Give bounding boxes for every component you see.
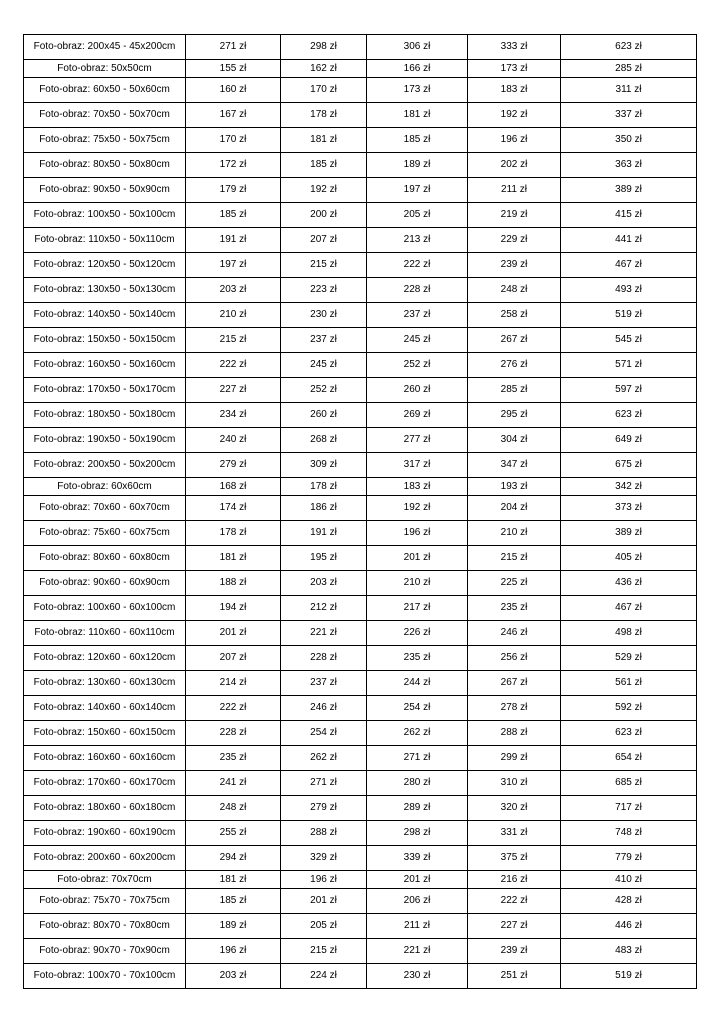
- price-cell-5: 748 zł: [561, 821, 697, 846]
- price-cell-2: 195 zł: [281, 546, 367, 571]
- price-cell-4: 278 zł: [468, 696, 561, 721]
- price-cell-2: 203 zł: [281, 571, 367, 596]
- product-name-cell: Foto-obraz: 75x50 - 50x75cm: [24, 128, 186, 153]
- price-cell-4: 210 zł: [468, 521, 561, 546]
- price-cell-4: 248 zł: [468, 278, 561, 303]
- price-cell-5: 519 zł: [561, 964, 697, 989]
- product-name-cell: Foto-obraz: 140x50 - 50x140cm: [24, 303, 186, 328]
- table-row: [24, 403, 697, 428]
- price-cell-1: 248 zł: [186, 796, 281, 821]
- price-cell-3: 189 zł: [367, 153, 468, 178]
- price-cell-3: 185 zł: [367, 128, 468, 153]
- price-cell-5: 373 zł: [561, 496, 697, 521]
- table-row: [24, 328, 697, 353]
- price-cell-4: 219 zł: [468, 203, 561, 228]
- price-cell-5: 675 zł: [561, 453, 697, 478]
- price-table-body: [24, 35, 697, 989]
- price-cell-3: 237 zł: [367, 303, 468, 328]
- price-cell-2: 162 zł: [281, 60, 367, 78]
- table-row: [24, 889, 697, 914]
- price-cell-5: 649 zł: [561, 428, 697, 453]
- price-cell-2: 237 zł: [281, 671, 367, 696]
- product-name-cell: Foto-obraz: 170x50 - 50x170cm: [24, 378, 186, 403]
- table-row: [24, 478, 697, 496]
- product-name-cell: Foto-obraz: 80x60 - 60x80cm: [24, 546, 186, 571]
- price-cell-2: 223 zł: [281, 278, 367, 303]
- price-cell-4: 320 zł: [468, 796, 561, 821]
- price-cell-1: 207 zł: [186, 646, 281, 671]
- price-cell-2: 192 zł: [281, 178, 367, 203]
- price-cell-5: 561 zł: [561, 671, 697, 696]
- price-cell-4: 192 zł: [468, 103, 561, 128]
- price-table: [23, 34, 697, 989]
- price-cell-1: 222 zł: [186, 696, 281, 721]
- price-cell-3: 306 zł: [367, 35, 468, 60]
- price-cell-1: 181 zł: [186, 546, 281, 571]
- price-cell-2: 186 zł: [281, 496, 367, 521]
- price-cell-3: 271 zł: [367, 746, 468, 771]
- price-cell-4: 246 zł: [468, 621, 561, 646]
- price-cell-3: 244 zł: [367, 671, 468, 696]
- price-cell-1: 188 zł: [186, 571, 281, 596]
- product-name-cell: Foto-obraz: 110x50 - 50x110cm: [24, 228, 186, 253]
- price-cell-3: 269 zł: [367, 403, 468, 428]
- table-row: [24, 771, 697, 796]
- price-cell-1: 185 zł: [186, 889, 281, 914]
- price-cell-2: 196 zł: [281, 871, 367, 889]
- price-cell-5: 389 zł: [561, 521, 697, 546]
- price-cell-4: 202 zł: [468, 153, 561, 178]
- price-cell-4: 239 zł: [468, 939, 561, 964]
- product-name-cell: Foto-obraz: 90x70 - 70x90cm: [24, 939, 186, 964]
- price-cell-5: 779 zł: [561, 846, 697, 871]
- price-cell-1: 228 zł: [186, 721, 281, 746]
- price-cell-1: 179 zł: [186, 178, 281, 203]
- price-cell-3: 183 zł: [367, 478, 468, 496]
- price-cell-3: 173 zł: [367, 78, 468, 103]
- price-cell-3: 196 zł: [367, 521, 468, 546]
- product-name-cell: Foto-obraz: 190x50 - 50x190cm: [24, 428, 186, 453]
- price-cell-5: 571 zł: [561, 353, 697, 378]
- product-name-cell: Foto-obraz: 190x60 - 60x190cm: [24, 821, 186, 846]
- price-cell-2: 260 zł: [281, 403, 367, 428]
- price-cell-4: 225 zł: [468, 571, 561, 596]
- table-row: [24, 78, 697, 103]
- price-cell-5: 545 zł: [561, 328, 697, 353]
- price-cell-1: 178 zł: [186, 521, 281, 546]
- price-cell-2: 200 zł: [281, 203, 367, 228]
- price-cell-4: 215 zł: [468, 546, 561, 571]
- price-cell-1: 174 zł: [186, 496, 281, 521]
- price-cell-4: 193 zł: [468, 478, 561, 496]
- price-cell-5: 446 zł: [561, 914, 697, 939]
- price-cell-4: 333 zł: [468, 35, 561, 60]
- table-row: [24, 228, 697, 253]
- price-cell-3: 166 zł: [367, 60, 468, 78]
- price-cell-2: 254 zł: [281, 721, 367, 746]
- price-cell-1: 155 zł: [186, 60, 281, 78]
- price-cell-1: 279 zł: [186, 453, 281, 478]
- price-cell-2: 178 zł: [281, 103, 367, 128]
- price-cell-4: 267 zł: [468, 671, 561, 696]
- product-name-cell: Foto-obraz: 200x50 - 50x200cm: [24, 453, 186, 478]
- price-cell-1: 170 zł: [186, 128, 281, 153]
- price-cell-5: 342 zł: [561, 478, 697, 496]
- price-cell-3: 217 zł: [367, 596, 468, 621]
- price-cell-4: 239 zł: [468, 253, 561, 278]
- price-cell-5: 428 zł: [561, 889, 697, 914]
- product-name-cell: Foto-obraz: 150x60 - 60x150cm: [24, 721, 186, 746]
- price-cell-2: 237 zł: [281, 328, 367, 353]
- price-cell-5: 436 zł: [561, 571, 697, 596]
- product-name-cell: Foto-obraz: 100x70 - 70x100cm: [24, 964, 186, 989]
- price-cell-1: 214 zł: [186, 671, 281, 696]
- price-cell-5: 363 zł: [561, 153, 697, 178]
- price-cell-1: 160 zł: [186, 78, 281, 103]
- table-row: [24, 821, 697, 846]
- table-row: [24, 939, 697, 964]
- price-cell-2: 185 zł: [281, 153, 367, 178]
- product-name-cell: Foto-obraz: 80x50 - 50x80cm: [24, 153, 186, 178]
- price-cell-4: 288 zł: [468, 721, 561, 746]
- price-cell-4: 204 zł: [468, 496, 561, 521]
- price-cell-5: 519 zł: [561, 303, 697, 328]
- price-cell-1: 234 zł: [186, 403, 281, 428]
- price-cell-2: 245 zł: [281, 353, 367, 378]
- price-cell-5: 410 zł: [561, 871, 697, 889]
- price-cell-3: 230 zł: [367, 964, 468, 989]
- price-cell-3: 206 zł: [367, 889, 468, 914]
- price-cell-1: 203 zł: [186, 278, 281, 303]
- price-cell-4: 295 zł: [468, 403, 561, 428]
- price-cell-2: 288 zł: [281, 821, 367, 846]
- price-cell-3: 222 zł: [367, 253, 468, 278]
- price-cell-5: 483 zł: [561, 939, 697, 964]
- table-row: [24, 596, 697, 621]
- product-name-cell: Foto-obraz: 50x50cm: [24, 60, 186, 78]
- price-cell-5: 285 zł: [561, 60, 697, 78]
- price-cell-3: 205 zł: [367, 203, 468, 228]
- price-cell-2: 246 zł: [281, 696, 367, 721]
- price-cell-4: 235 zł: [468, 596, 561, 621]
- price-cell-5: 623 zł: [561, 721, 697, 746]
- table-row: [24, 914, 697, 939]
- price-cell-4: 183 zł: [468, 78, 561, 103]
- product-name-cell: Foto-obraz: 75x60 - 60x75cm: [24, 521, 186, 546]
- price-cell-1: 240 zł: [186, 428, 281, 453]
- table-row: [24, 378, 697, 403]
- price-cell-5: 623 zł: [561, 35, 697, 60]
- price-cell-2: 329 zł: [281, 846, 367, 871]
- price-cell-5: 467 zł: [561, 596, 697, 621]
- product-name-cell: Foto-obraz: 90x60 - 60x90cm: [24, 571, 186, 596]
- table-row: [24, 871, 697, 889]
- price-cell-3: 201 zł: [367, 546, 468, 571]
- price-cell-4: 229 zł: [468, 228, 561, 253]
- price-cell-5: 592 zł: [561, 696, 697, 721]
- product-name-cell: Foto-obraz: 60x60cm: [24, 478, 186, 496]
- price-cell-4: 173 zł: [468, 60, 561, 78]
- table-row: [24, 153, 697, 178]
- price-cell-5: 389 zł: [561, 178, 697, 203]
- price-cell-2: 215 zł: [281, 939, 367, 964]
- price-cell-2: 221 zł: [281, 621, 367, 646]
- price-cell-4: 211 zł: [468, 178, 561, 203]
- price-cell-5: 654 zł: [561, 746, 697, 771]
- price-cell-3: 277 zł: [367, 428, 468, 453]
- price-cell-5: 529 zł: [561, 646, 697, 671]
- table-row: [24, 546, 697, 571]
- price-cell-5: 441 zł: [561, 228, 697, 253]
- price-cell-2: 205 zł: [281, 914, 367, 939]
- price-cell-5: 311 zł: [561, 78, 697, 103]
- price-cell-5: 415 zł: [561, 203, 697, 228]
- table-row: [24, 353, 697, 378]
- price-cell-2: 215 zł: [281, 253, 367, 278]
- price-cell-5: 597 zł: [561, 378, 697, 403]
- table-row: [24, 671, 697, 696]
- table-row: [24, 964, 697, 989]
- table-row: [24, 721, 697, 746]
- table-row: [24, 35, 697, 60]
- price-cell-3: 210 zł: [367, 571, 468, 596]
- price-cell-2: 207 zł: [281, 228, 367, 253]
- price-cell-3: 289 zł: [367, 796, 468, 821]
- product-name-cell: Foto-obraz: 75x70 - 70x75cm: [24, 889, 186, 914]
- price-cell-3: 197 zł: [367, 178, 468, 203]
- table-row: [24, 521, 697, 546]
- price-cell-2: 224 zł: [281, 964, 367, 989]
- price-cell-3: 226 zł: [367, 621, 468, 646]
- table-row: [24, 303, 697, 328]
- price-cell-2: 191 zł: [281, 521, 367, 546]
- product-name-cell: Foto-obraz: 110x60 - 60x110cm: [24, 621, 186, 646]
- product-name-cell: Foto-obraz: 90x50 - 50x90cm: [24, 178, 186, 203]
- price-cell-3: 228 zł: [367, 278, 468, 303]
- product-name-cell: Foto-obraz: 130x60 - 60x130cm: [24, 671, 186, 696]
- price-cell-5: 337 zł: [561, 103, 697, 128]
- table-row: [24, 571, 697, 596]
- product-name-cell: Foto-obraz: 120x50 - 50x120cm: [24, 253, 186, 278]
- price-cell-1: 167 zł: [186, 103, 281, 128]
- price-cell-5: 350 zł: [561, 128, 697, 153]
- price-cell-3: 262 zł: [367, 721, 468, 746]
- price-cell-2: 252 zł: [281, 378, 367, 403]
- price-cell-2: 201 zł: [281, 889, 367, 914]
- price-cell-3: 252 zł: [367, 353, 468, 378]
- price-cell-2: 228 zł: [281, 646, 367, 671]
- product-name-cell: Foto-obraz: 100x60 - 60x100cm: [24, 596, 186, 621]
- table-row: [24, 428, 697, 453]
- price-cell-1: 185 zł: [186, 203, 281, 228]
- table-row: [24, 103, 697, 128]
- price-cell-3: 235 zł: [367, 646, 468, 671]
- price-cell-1: 235 zł: [186, 746, 281, 771]
- price-cell-4: 299 zł: [468, 746, 561, 771]
- price-cell-2: 178 zł: [281, 478, 367, 496]
- price-cell-4: 196 zł: [468, 128, 561, 153]
- price-cell-1: 227 zł: [186, 378, 281, 403]
- price-cell-1: 241 zł: [186, 771, 281, 796]
- product-name-cell: Foto-obraz: 170x60 - 60x170cm: [24, 771, 186, 796]
- price-cell-3: 201 zł: [367, 871, 468, 889]
- product-name-cell: Foto-obraz: 150x50 - 50x150cm: [24, 328, 186, 353]
- price-cell-5: 498 zł: [561, 621, 697, 646]
- price-cell-1: 203 zł: [186, 964, 281, 989]
- table-row: [24, 796, 697, 821]
- price-cell-5: 623 zł: [561, 403, 697, 428]
- price-cell-1: 181 zł: [186, 871, 281, 889]
- product-name-cell: Foto-obraz: 140x60 - 60x140cm: [24, 696, 186, 721]
- price-cell-3: 213 zł: [367, 228, 468, 253]
- product-name-cell: Foto-obraz: 160x60 - 60x160cm: [24, 746, 186, 771]
- product-name-cell: Foto-obraz: 180x50 - 50x180cm: [24, 403, 186, 428]
- price-cell-1: 168 zł: [186, 478, 281, 496]
- price-cell-3: 254 zł: [367, 696, 468, 721]
- price-cell-4: 285 zł: [468, 378, 561, 403]
- price-cell-1: 196 zł: [186, 939, 281, 964]
- product-name-cell: Foto-obraz: 130x50 - 50x130cm: [24, 278, 186, 303]
- price-cell-1: 210 zł: [186, 303, 281, 328]
- price-cell-1: 194 zł: [186, 596, 281, 621]
- price-cell-5: 405 zł: [561, 546, 697, 571]
- price-cell-4: 276 zł: [468, 353, 561, 378]
- price-cell-5: 685 zł: [561, 771, 697, 796]
- table-row: [24, 746, 697, 771]
- price-cell-4: 222 zł: [468, 889, 561, 914]
- price-cell-4: 304 zł: [468, 428, 561, 453]
- price-cell-3: 181 zł: [367, 103, 468, 128]
- price-cell-3: 211 zł: [367, 914, 468, 939]
- product-name-cell: Foto-obraz: 70x60 - 60x70cm: [24, 496, 186, 521]
- product-name-cell: Foto-obraz: 70x50 - 50x70cm: [24, 103, 186, 128]
- table-row: [24, 128, 697, 153]
- price-cell-3: 245 zł: [367, 328, 468, 353]
- price-cell-1: 172 zł: [186, 153, 281, 178]
- product-name-cell: Foto-obraz: 60x50 - 50x60cm: [24, 78, 186, 103]
- price-cell-3: 260 zł: [367, 378, 468, 403]
- price-cell-1: 294 zł: [186, 846, 281, 871]
- price-cell-4: 267 zł: [468, 328, 561, 353]
- price-cell-2: 230 zł: [281, 303, 367, 328]
- table-row: [24, 253, 697, 278]
- price-cell-2: 212 zł: [281, 596, 367, 621]
- price-cell-3: 317 zł: [367, 453, 468, 478]
- price-cell-2: 181 zł: [281, 128, 367, 153]
- price-cell-2: 262 zł: [281, 746, 367, 771]
- table-row: [24, 846, 697, 871]
- price-cell-1: 222 zł: [186, 353, 281, 378]
- price-cell-3: 339 zł: [367, 846, 468, 871]
- table-row: [24, 621, 697, 646]
- price-cell-3: 298 zł: [367, 821, 468, 846]
- price-cell-2: 268 zł: [281, 428, 367, 453]
- product-name-cell: Foto-obraz: 200x60 - 60x200cm: [24, 846, 186, 871]
- price-cell-4: 256 zł: [468, 646, 561, 671]
- price-cell-4: 347 zł: [468, 453, 561, 478]
- price-cell-5: 467 zł: [561, 253, 697, 278]
- price-cell-1: 271 zł: [186, 35, 281, 60]
- price-cell-3: 280 zł: [367, 771, 468, 796]
- table-row: [24, 60, 697, 78]
- price-cell-2: 309 zł: [281, 453, 367, 478]
- price-cell-1: 197 zł: [186, 253, 281, 278]
- price-cell-4: 216 zł: [468, 871, 561, 889]
- price-cell-4: 310 zł: [468, 771, 561, 796]
- table-row: [24, 496, 697, 521]
- product-name-cell: Foto-obraz: 160x50 - 50x160cm: [24, 353, 186, 378]
- price-cell-2: 279 zł: [281, 796, 367, 821]
- price-cell-3: 192 zł: [367, 496, 468, 521]
- table-row: [24, 203, 697, 228]
- price-cell-4: 331 zł: [468, 821, 561, 846]
- price-cell-2: 271 zł: [281, 771, 367, 796]
- product-name-cell: Foto-obraz: 100x50 - 50x100cm: [24, 203, 186, 228]
- product-name-cell: Foto-obraz: 70x70cm: [24, 871, 186, 889]
- price-cell-3: 221 zł: [367, 939, 468, 964]
- price-cell-2: 298 zł: [281, 35, 367, 60]
- product-name-cell: Foto-obraz: 180x60 - 60x180cm: [24, 796, 186, 821]
- table-row: [24, 646, 697, 671]
- price-cell-4: 227 zł: [468, 914, 561, 939]
- price-cell-1: 201 zł: [186, 621, 281, 646]
- table-row: [24, 696, 697, 721]
- price-cell-2: 170 zł: [281, 78, 367, 103]
- price-cell-5: 493 zł: [561, 278, 697, 303]
- price-cell-4: 258 zł: [468, 303, 561, 328]
- price-cell-1: 191 zł: [186, 228, 281, 253]
- price-cell-4: 375 zł: [468, 846, 561, 871]
- product-name-cell: Foto-obraz: 120x60 - 60x120cm: [24, 646, 186, 671]
- price-cell-1: 189 zł: [186, 914, 281, 939]
- price-cell-4: 251 zł: [468, 964, 561, 989]
- price-cell-1: 255 zł: [186, 821, 281, 846]
- product-name-cell: Foto-obraz: 80x70 - 70x80cm: [24, 914, 186, 939]
- product-name-cell: Foto-obraz: 200x45 - 45x200cm: [24, 35, 186, 60]
- table-row: [24, 178, 697, 203]
- price-cell-1: 215 zł: [186, 328, 281, 353]
- price-cell-5: 717 zł: [561, 796, 697, 821]
- table-row: [24, 453, 697, 478]
- table-row: [24, 278, 697, 303]
